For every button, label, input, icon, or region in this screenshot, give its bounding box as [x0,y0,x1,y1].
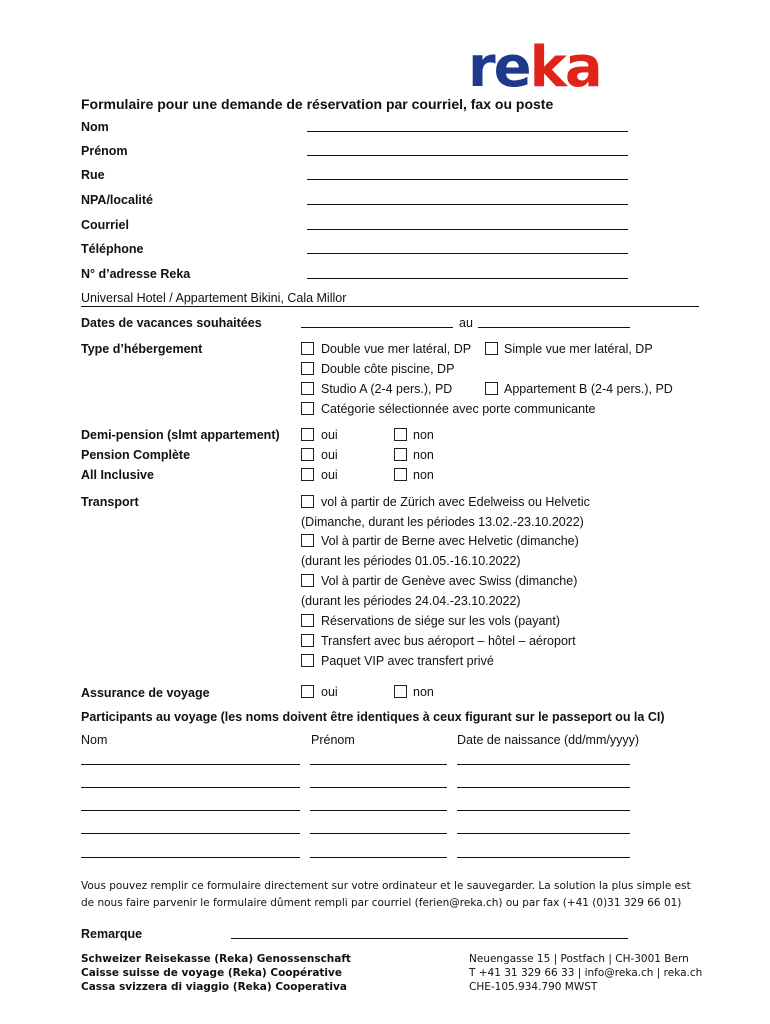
field-label-prenom: Prénom [81,144,128,158]
participant-nom-field[interactable] [81,787,300,788]
accommodation-checkbox-single-sea[interactable] [485,342,498,355]
accommodation-option-label: Simple vue mer latéral, DP [504,342,653,356]
field-line-courriel[interactable] [307,229,628,230]
field-line-rue[interactable] [307,179,628,180]
footer-org-de: Schweizer Reisekasse (Reka) Genossenschaft [81,953,351,965]
transport-geneve-label: Vol à partir de Genève avec Swiss (dimanche) [321,574,578,588]
footer-org-fr: Caisse suisse de voyage (Reka) Coopérative [81,967,342,979]
field-label-telephone: Téléphone [81,242,144,256]
accommodation-option-label: Double côte piscine, DP [321,362,455,376]
participant-prenom-field[interactable] [310,810,447,811]
accommodation-label: Type d’hébergement [81,342,203,356]
field-line-nom[interactable] [307,131,628,132]
accommodation-checkbox-double-pool[interactable] [301,362,314,375]
transport-berne-note: (durant les périodes 01.05.-16.10.2022) [301,554,521,568]
yes-label: oui [321,448,338,462]
accommodation-checkbox-connecting[interactable] [301,402,314,415]
board-label-all-inclusive: All Inclusive [81,468,154,482]
transport-vip-checkbox[interactable] [301,654,314,667]
participant-prenom-field[interactable] [310,787,447,788]
participant-date-field[interactable] [457,833,630,834]
participant-prenom-field[interactable] [310,833,447,834]
board-half-no-checkbox[interactable] [394,428,407,441]
date-to-field[interactable] [478,327,630,328]
participants-heading: Participants au voyage (les noms doivent être identiques à ceux figurant sur le passeport ou la CI) [81,710,665,724]
transport-zurich-note: (Dimanche, durant les périodes 13.02.-23.10.2022) [301,515,584,529]
insurance-label: Assurance de voyage [81,686,210,700]
board-ai-no-checkbox[interactable] [394,468,407,481]
footer-vat: CHE-105.934.790 MWST [469,981,598,993]
participant-nom-field[interactable] [81,764,300,765]
field-label-rue: Rue [81,168,105,182]
participants-col-date: Date de naissance (dd/mm/yyyy) [457,733,640,747]
no-label: non [413,428,434,442]
participant-date-field[interactable] [457,787,630,788]
participant-date-field[interactable] [457,764,630,765]
transport-geneve-checkbox[interactable] [301,574,314,587]
transport-berne-label: Vol à partir de Berne avec Helvetic (dimanche) [321,534,579,548]
accommodation-option-label: Catégorie sélectionnée avec porte communicante [321,402,596,416]
hotel-divider [81,306,699,307]
no-label: non [413,468,434,482]
remarque-label: Remarque [81,927,143,941]
participant-prenom-field[interactable] [310,764,447,765]
board-ai-yes-checkbox[interactable] [301,468,314,481]
board-full-no-checkbox[interactable] [394,448,407,461]
participant-nom-field[interactable] [81,833,300,834]
transport-berne-checkbox[interactable] [301,534,314,547]
accommodation-option-label: Studio A (2-4 pers.), PD [321,382,453,396]
participants-col-prenom: Prénom [311,733,355,747]
field-label-nom: Nom [81,120,109,134]
accommodation-option-label: Double vue mer latéral, DP [321,342,472,356]
field-line-reka-number[interactable] [307,278,628,279]
insurance-yes-checkbox[interactable] [301,685,314,698]
date-from-field[interactable] [301,327,453,328]
field-line-npa[interactable] [307,204,628,205]
reka-logo: reka [468,35,601,100]
instructions-note: Vous pouvez remplir ce formulaire directement sur votre ordinateur et le sauvegarder. La solution la plus simple est de nous faire parvenir le formulaire dûment rempli par courriel (ferien@reka.ch) ou par fax (+41 (0)31 329 66 01) [81,880,691,909]
field-label-reka-number: N° d’adresse Reka [81,267,191,281]
field-line-prenom[interactable] [307,155,628,156]
transport-transfer-checkbox[interactable] [301,634,314,647]
transport-seats-label: Réservations de siége sur les vols (payant) [321,614,561,628]
transport-zurich-label: vol à partir de Zürich avec Edelweiss ou Helvetic [321,495,590,509]
participant-nom-field[interactable] [81,857,300,858]
accommodation-checkbox-double-sea[interactable] [301,342,314,355]
board-half-yes-checkbox[interactable] [301,428,314,441]
field-label-npa: NPA/localité [81,193,154,207]
transport-transfer-label: Transfert avec bus aéroport – hôtel – aéroport [321,634,576,648]
hotel-name: Universal Hotel / Appartement Bikini, Cala Millor [81,291,347,305]
no-label: non [413,685,434,699]
footer-org-it: Cassa svizzera di viaggio (Reka) Cooperativa [81,981,347,993]
board-full-yes-checkbox[interactable] [301,448,314,461]
yes-label: oui [321,468,338,482]
remarque-field[interactable] [231,938,628,939]
board-label-full: Pension Complète [81,448,191,462]
transport-seats-checkbox[interactable] [301,614,314,627]
transport-zurich-checkbox[interactable] [301,495,314,508]
no-label: non [413,448,434,462]
participants-col-nom: Nom [81,733,108,747]
footer-address: Neuengasse 15 | Postfach | CH-3001 Bern [469,953,689,965]
field-line-telephone[interactable] [307,253,628,254]
transport-geneve-note: (durant les périodes 24.04.-23.10.2022) [301,594,521,608]
transport-vip-label: Paquet VIP avec transfert privé [321,654,494,668]
transport-label: Transport [81,495,139,509]
field-label-courriel: Courriel [81,218,129,232]
form-title: Formulaire pour une demande de réservation par courriel, fax ou poste [81,96,554,112]
accommodation-checkbox-apartment-b[interactable] [485,382,498,395]
accommodation-option-label: Appartement B (2-4 pers.), PD [504,382,673,396]
insurance-no-checkbox[interactable] [394,685,407,698]
board-label-half: Demi-pension (slmt appartement) [81,428,280,442]
yes-label: oui [321,685,338,699]
participant-nom-field[interactable] [81,810,300,811]
participant-prenom-field[interactable] [310,857,447,858]
yes-label: oui [321,428,338,442]
participant-date-field[interactable] [457,810,630,811]
footer-contact: T +41 31 329 66 33 | info@reka.ch | reka.ch [469,967,703,979]
dates-au: au [459,316,473,330]
accommodation-checkbox-studio-a[interactable] [301,382,314,395]
participant-date-field[interactable] [457,857,630,858]
dates-label: Dates de vacances souhaitées [81,316,262,330]
